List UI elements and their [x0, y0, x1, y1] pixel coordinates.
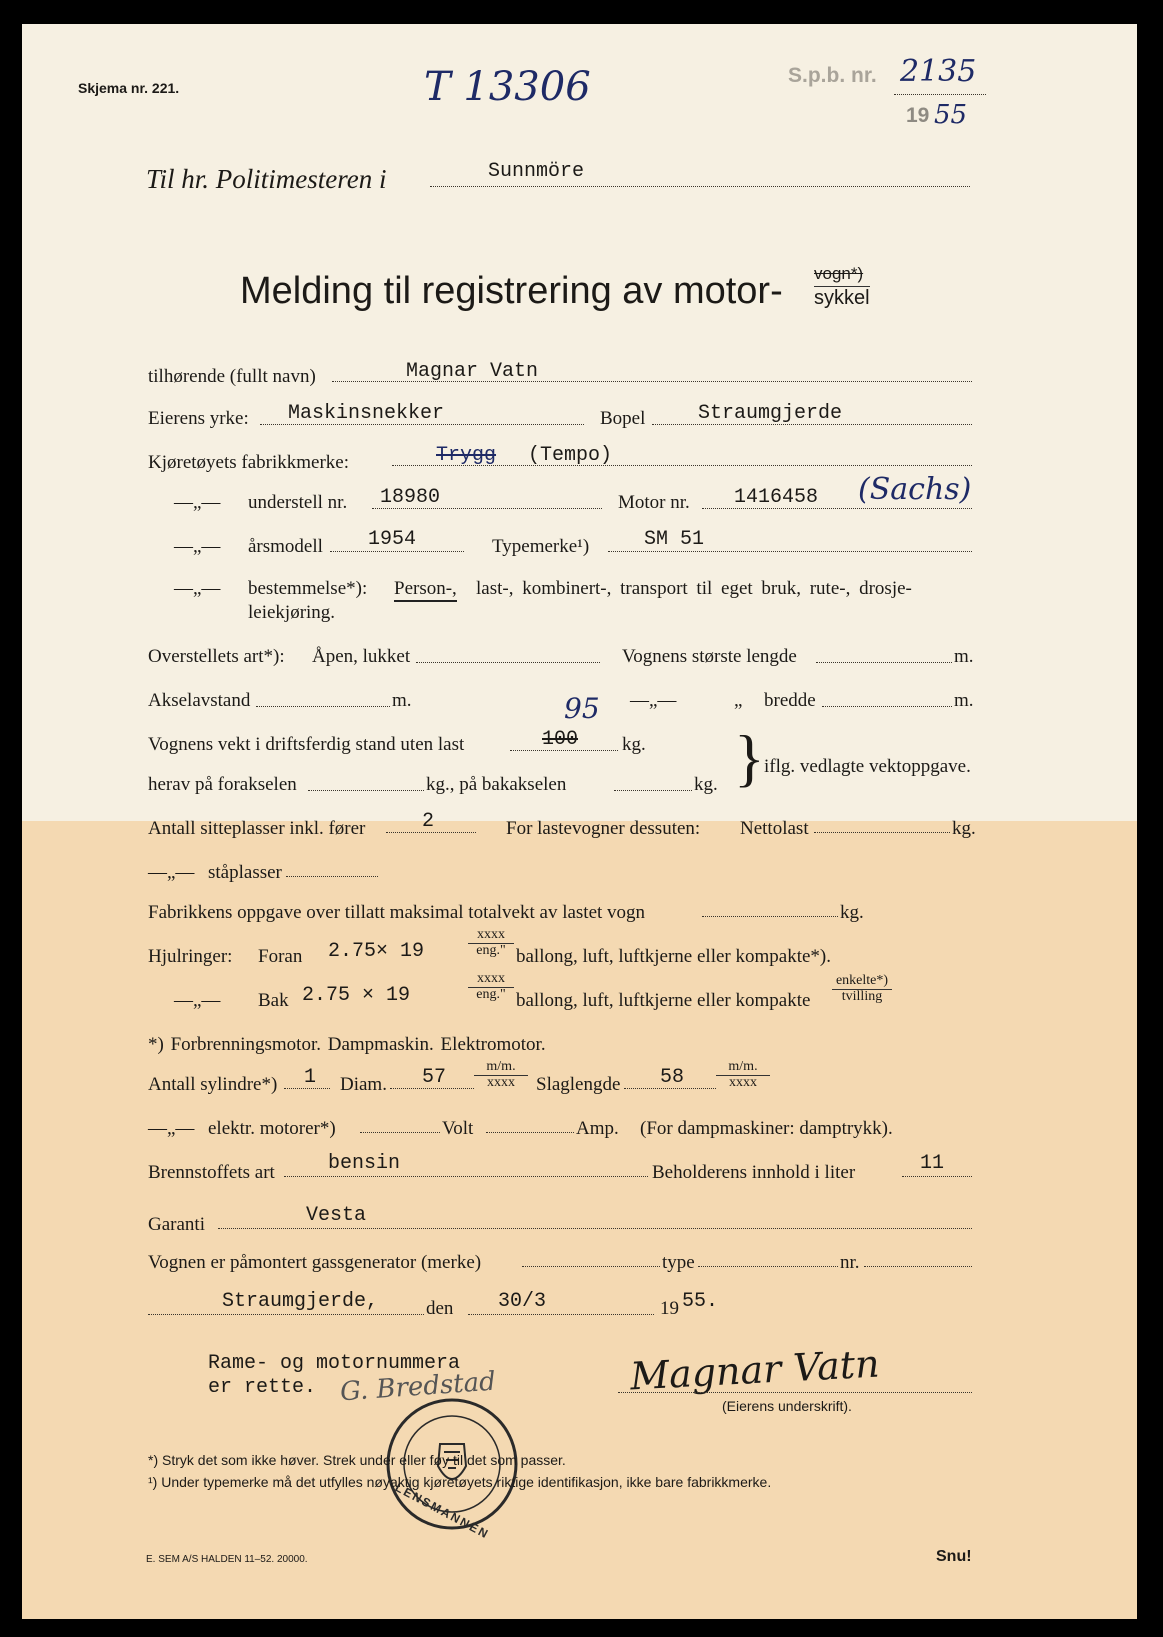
year-suffix: 55. [682, 1290, 719, 1313]
engine-number-line [702, 508, 972, 509]
place-line [148, 1314, 424, 1315]
freight-label: For lastevogner dessuten: [506, 818, 701, 839]
form-page [22, 24, 1137, 1619]
engine-make-note: (Sachs) [858, 472, 972, 507]
addressee-value: Sunnmöre [488, 160, 585, 183]
purpose-label: bestemmelse*): [248, 578, 368, 599]
ditto-purpose: —„— [174, 578, 221, 599]
net-load-label: Nettolast [740, 818, 809, 839]
weight-corrected: 95 [564, 692, 600, 725]
volt-label: Volt [442, 1118, 474, 1139]
make-label: Kjøretøyets fabrikkmerke: [148, 452, 350, 473]
footnote-1: *) Stryk det som ikke høver. Strek under eller føy til det som passer. [148, 1452, 566, 1468]
diameter-label: Diam. [340, 1074, 387, 1095]
front-tire-size: 2.75× 19 [328, 940, 425, 963]
ditto-year: —„— [174, 536, 221, 557]
make-line [392, 465, 972, 466]
width-ditto-mark: „ [734, 690, 743, 711]
weight-label: Vognens vekt i driftsferdig stand uten last [148, 734, 465, 755]
printer-mark: E. SEM A/S HALDEN 11–52. 20000. [146, 1554, 308, 1565]
verification-line1: Rame- og motornummera [208, 1352, 461, 1375]
chassis-number: 18980 [380, 486, 441, 509]
occupation-line [260, 424, 584, 425]
width-line [822, 706, 952, 707]
guarantee-line [218, 1228, 972, 1229]
residence-label: Bopel [600, 408, 646, 429]
officer-signature: G. Bredstad [339, 1366, 497, 1408]
spb-year-suffix: 55 [934, 100, 968, 130]
signature-date: 30/3 [498, 1290, 547, 1313]
type-line [608, 551, 972, 552]
cylinders: 1 [304, 1066, 317, 1089]
footnote-2: ¹) Under typemerke må det utfylles nøyaktig kjøretøyets riktige identifikasjon, ikke bare fabrikkmerke. [148, 1474, 772, 1490]
form-title: Melding til registrering av motor- [240, 270, 783, 312]
guarantee: Vesta [306, 1204, 367, 1227]
spb-line [894, 94, 986, 95]
electric-motors-label: elektr. motorer*) [208, 1118, 336, 1139]
occupation: Maskinsnekker [288, 402, 445, 425]
year-label: årsmodell [248, 536, 323, 557]
gas-generator-label: Vognen er påmontert gassgenerator (merke) [148, 1252, 482, 1273]
rear-axle-line [614, 790, 692, 791]
stroke-unit: m/m. xxxx [716, 1060, 770, 1090]
purpose-selected: Person-, [394, 578, 457, 602]
date-label: den [426, 1298, 454, 1319]
spb-label: S.p.b. nr. [788, 64, 877, 87]
residence-line [652, 424, 972, 425]
chassis-label: understell nr. [248, 492, 348, 513]
rear-axle-label: kg., på bakakselen [426, 774, 567, 795]
gas-generator-line [522, 1266, 660, 1267]
make-struck: Trygg [436, 444, 497, 467]
seats: 2 [422, 810, 435, 833]
rear-tire-label: Bak [258, 990, 289, 1011]
ditto-electric: —„— [148, 1118, 195, 1139]
purpose-options: last-, kombinert-, transport til eget bruk, rute-, drosje- [476, 578, 912, 599]
diameter-unit: m/m. xxxx [474, 1060, 528, 1090]
ditto-width: —„— [630, 690, 677, 711]
single-twin-option: enkelte*) tvilling [832, 974, 892, 1004]
fuel: bensin [328, 1152, 401, 1175]
wheelbase-line [256, 706, 390, 707]
max-weight-unit: kg. [840, 902, 864, 923]
owner-signature-line [618, 1392, 972, 1393]
type-designation: SM 51 [644, 528, 705, 551]
title-option: sykkel [814, 287, 870, 309]
engine-types: *) Forbrenningsmotor. Dampmaskin. Elektromotor. [148, 1034, 546, 1055]
tires-label: Hjulringer: [148, 946, 233, 967]
gas-type-label: type [662, 1252, 695, 1273]
rear-tire-unit: xxxx eng." [468, 972, 514, 1002]
net-load-unit: kg. [952, 818, 976, 839]
front-tire-type: ballong, luft, luftkjerne eller kompakte*). [516, 946, 831, 967]
diameter: 57 [422, 1066, 447, 1089]
stroke: 58 [660, 1066, 685, 1089]
seats-line [386, 832, 476, 833]
purpose-line2: leiekjøring. [248, 602, 336, 623]
signature-place: Straumgjerde, [222, 1290, 379, 1313]
model-year: 1954 [368, 528, 417, 551]
superstructure-line [416, 662, 600, 663]
standing-line [286, 876, 378, 877]
front-tire-unit: xxxx eng." [468, 928, 514, 958]
max-weight-line [702, 916, 838, 917]
fuel-label: Brennstoffets art [148, 1162, 275, 1183]
seats-label: Antall sitteplasser inkl. fører [148, 818, 366, 839]
guarantee-label: Garanti [148, 1214, 205, 1235]
ditto-standing: —„— [148, 862, 195, 883]
chassis-line [372, 508, 602, 509]
weight-unit: kg. [622, 734, 646, 755]
max-weight-label: Fabrikkens oppgave over tillatt maksimal totalvekt av lastet vogn [148, 902, 646, 923]
engine-number: 1416458 [734, 486, 819, 509]
width-label: bredde [764, 690, 816, 711]
turn-over: Snu! [936, 1548, 972, 1565]
tank-volume: 11 [920, 1152, 945, 1175]
weight-note: iflg. vedlagte vektoppgave. [764, 756, 971, 777]
wheelbase-unit: m. [392, 690, 412, 711]
stamp-text: LENSMANNEN [392, 1480, 492, 1542]
stroke-line [624, 1088, 716, 1089]
net-load-line [814, 832, 950, 833]
addressee-line [430, 186, 970, 187]
owner-signature-label: (Eierens underskrift). [722, 1398, 852, 1414]
verification-line2: er rette. [208, 1376, 317, 1399]
gas-nr-line [864, 1266, 972, 1267]
title-option-struck: vogn*) [814, 264, 864, 283]
electric-motors-line [360, 1132, 440, 1133]
standing-label: ståplasser [208, 862, 282, 883]
addressee-label: Til hr. Politimesteren i [146, 164, 387, 194]
stroke-label: Slaglengde [536, 1074, 621, 1095]
volt-line [486, 1132, 574, 1133]
ditto-chassis: —„— [174, 492, 221, 513]
rear-axle-unit: kg. [694, 774, 718, 795]
gas-nr-label: nr. [840, 1252, 860, 1273]
length-line [816, 662, 952, 663]
superstructure-options: Åpen, lukket [312, 646, 411, 667]
tank-label: Beholderens innhold i liter [652, 1162, 856, 1183]
type-label: Typemerke¹) [492, 536, 590, 557]
make: (Tempo) [528, 444, 613, 467]
weight-line [510, 750, 618, 751]
cylinders-label: Antall sylindre*) [148, 1074, 278, 1095]
width-unit: m. [954, 690, 974, 711]
amp-label: Amp. [576, 1118, 619, 1139]
owner-name: Magnar Vatn [406, 360, 539, 383]
owner-signature: Magnar Vatn [629, 1341, 881, 1399]
fuel-line [284, 1176, 648, 1177]
rear-tire-size: 2.75 × 19 [302, 984, 411, 1007]
year-line [330, 551, 464, 552]
handwritten-reference: T 13306 [424, 64, 591, 110]
length-label: Vognens største lengde [622, 646, 797, 667]
wheelbase-label: Akselavstand [148, 690, 251, 711]
front-axle-line [308, 790, 424, 791]
brace: } [734, 722, 765, 793]
residence: Straumgjerde [698, 402, 843, 425]
front-tire-label: Foran [258, 946, 303, 967]
ditto-rear-tire: —„— [174, 990, 221, 1011]
occupation-label: Eierens yrke: [148, 408, 249, 429]
weight-struck: 100 [542, 728, 579, 751]
spb-year-prefix: 19 [906, 104, 930, 127]
diameter-line [390, 1088, 474, 1089]
steam-note: (For dampmaskiner: damptrykk). [640, 1118, 893, 1139]
year-prefix: 19 [660, 1298, 679, 1319]
superstructure-label: Overstellets art*): [148, 646, 285, 667]
rear-tire-type: ballong, luft, luftkjerne eller kompakte [516, 990, 811, 1011]
tank-line [902, 1176, 972, 1177]
length-unit: m. [954, 646, 974, 667]
engine-number-label: Motor nr. [618, 492, 690, 513]
owner-name-line [332, 381, 972, 382]
spb-number: 2135 [900, 54, 977, 89]
date-line [468, 1314, 654, 1315]
cylinders-line [284, 1088, 330, 1089]
schema-number: Skjema nr. 221. [78, 80, 180, 96]
gas-type-line [698, 1266, 838, 1267]
owner-name-label: tilhørende (fullt navn) [148, 366, 316, 387]
front-axle-label: herav på forakselen [148, 774, 297, 795]
